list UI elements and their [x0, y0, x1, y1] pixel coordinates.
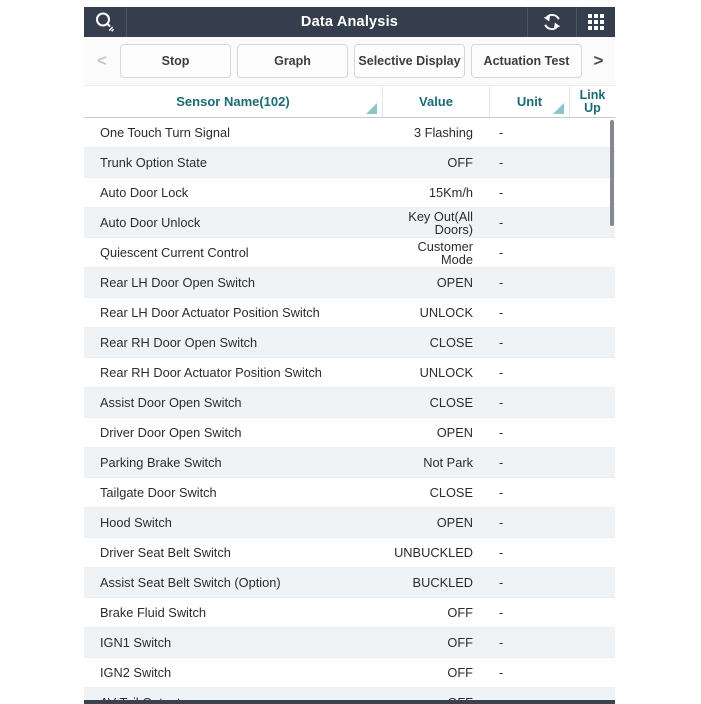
table-row[interactable] — [84, 148, 615, 178]
row-unit — [490, 268, 570, 297]
row-value — [383, 568, 490, 597]
row-value — [383, 508, 490, 537]
table-row[interactable] — [84, 538, 615, 568]
row-unit — [490, 508, 570, 537]
data-analysis-app — [84, 7, 615, 704]
table-row[interactable] — [84, 238, 615, 268]
toolbar-next-icon[interactable]: > — [593, 51, 604, 70]
row-name — [84, 148, 383, 177]
refresh-button[interactable] — [527, 7, 576, 37]
row-unit — [490, 358, 570, 387]
row-unit-text: - — [499, 365, 504, 380]
row-unit — [490, 658, 570, 687]
table-row[interactable] — [84, 658, 615, 688]
row-value — [383, 538, 490, 567]
row-name — [84, 478, 383, 507]
column-label: Unit — [516, 94, 543, 109]
row-value-text: OFF — [447, 665, 473, 680]
row-value — [383, 208, 490, 237]
row-value — [383, 418, 490, 447]
row-unit — [490, 298, 570, 327]
row-name-text: One Touch Turn Signal — [100, 125, 230, 140]
row-unit-text: - — [499, 605, 504, 620]
row-unit-text: - — [499, 395, 504, 410]
column-header-sensor-name[interactable] — [84, 86, 383, 117]
row-value-text: BUCKLED — [412, 575, 473, 590]
row-name-text: Auto Door Lock — [100, 185, 189, 200]
row-name-text: Rear RH Door Open Switch — [100, 335, 258, 350]
row-value — [383, 448, 490, 477]
row-name — [84, 178, 383, 207]
row-name — [84, 268, 383, 297]
app-header — [84, 7, 615, 37]
row-link-up — [570, 178, 615, 207]
row-name — [84, 448, 383, 477]
table-row[interactable] — [84, 508, 615, 538]
row-name — [84, 208, 383, 237]
appbar-actions — [527, 7, 615, 37]
bottom-bar — [84, 700, 615, 704]
row-unit-text: - — [499, 485, 504, 500]
row-link-up — [570, 448, 615, 477]
row-link-up — [570, 328, 615, 357]
row-unit-text: - — [499, 665, 504, 680]
row-link-up — [570, 148, 615, 177]
row-value — [383, 238, 490, 267]
row-name — [84, 118, 383, 147]
row-value-text: Key Out(All Doors) — [408, 208, 473, 237]
row-value-text: OFF — [447, 155, 473, 170]
row-value-text: CLOSE — [429, 335, 473, 350]
stop-button[interactable]: Stop — [120, 44, 231, 78]
row-unit — [490, 178, 570, 207]
row-value-text: UNLOCK — [419, 365, 473, 380]
row-value — [383, 478, 490, 507]
actuation-test-button[interactable]: Actuation Test — [471, 44, 582, 78]
toolbar — [84, 37, 615, 86]
table-row[interactable] — [84, 208, 615, 238]
page-title: Data Analysis — [300, 14, 399, 30]
row-value-text: CLOSE — [429, 395, 473, 410]
column-label: Value — [419, 94, 453, 109]
row-link-up — [570, 568, 615, 597]
row-name-text: Brake Fluid Switch — [100, 605, 206, 620]
table-row[interactable] — [84, 448, 615, 478]
row-unit-text: - — [499, 185, 504, 200]
table-row[interactable] — [84, 118, 615, 148]
row-value-text: 15Km/h — [428, 185, 473, 200]
row-value — [383, 118, 490, 147]
row-name-text: IGN2 Switch — [100, 665, 172, 680]
row-value — [383, 388, 490, 417]
row-unit-text: - — [499, 155, 504, 170]
row-unit-text: - — [499, 335, 504, 350]
row-link-up — [570, 358, 615, 387]
row-name-text: Rear RH Door Actuator Position Switch — [100, 365, 322, 380]
row-unit-text: - — [499, 635, 504, 650]
row-unit-text: - — [499, 455, 504, 470]
row-value-text: CLOSE — [429, 485, 473, 500]
row-link-up — [570, 658, 615, 687]
row-name — [84, 418, 383, 447]
toolbar-prev-icon[interactable]: < — [97, 51, 107, 70]
graph-button[interactable]: Graph — [237, 44, 348, 78]
row-name — [84, 538, 383, 567]
row-value — [383, 148, 490, 177]
sensor-table-body — [84, 118, 615, 704]
table-row[interactable] — [84, 358, 615, 388]
row-link-up — [570, 118, 615, 147]
row-name-text: Rear LH Door Actuator Position Switch — [100, 305, 320, 320]
table-row[interactable] — [84, 418, 615, 448]
sort-icon — [553, 103, 564, 114]
row-unit-text: - — [499, 305, 504, 320]
row-name-text: Assist Seat Belt Switch (Option) — [100, 575, 281, 590]
row-link-up — [570, 538, 615, 567]
row-unit — [490, 628, 570, 657]
column-header-link-up[interactable] — [570, 86, 615, 117]
row-name-text: Rear LH Door Open Switch — [100, 275, 256, 290]
row-name-text: Quiescent Current Control — [100, 245, 249, 260]
row-value — [383, 298, 490, 327]
row-link-up — [570, 508, 615, 537]
row-value — [383, 658, 490, 687]
row-unit — [490, 118, 570, 147]
table-row[interactable] — [84, 628, 615, 658]
row-value-text: OPEN — [436, 425, 473, 440]
selective-display-button[interactable]: Selective Display — [354, 44, 465, 78]
row-unit — [490, 148, 570, 177]
row-name-text: Driver Seat Belt Switch — [100, 545, 231, 560]
row-value-text: UNBUCKLED — [394, 545, 473, 560]
row-value-text: 3 Flashing — [413, 125, 473, 140]
table-row[interactable] — [84, 478, 615, 508]
row-name — [84, 358, 383, 387]
row-name — [84, 238, 383, 267]
row-unit — [490, 538, 570, 567]
column-label: Sensor Name(102) — [176, 94, 290, 109]
apps-grid-button[interactable] — [576, 7, 615, 37]
row-name-text: Auto Door Unlock — [100, 215, 201, 230]
row-value-text: OFF — [447, 605, 473, 620]
row-unit — [490, 418, 570, 447]
row-value — [383, 358, 490, 387]
row-unit-text: - — [499, 245, 504, 260]
row-unit — [490, 208, 570, 237]
row-unit — [490, 388, 570, 417]
row-unit — [490, 478, 570, 507]
row-name-text: IGN1 Switch — [100, 635, 172, 650]
row-name-text: Tailgate Door Switch — [100, 485, 217, 500]
row-value-text: OPEN — [436, 515, 473, 530]
row-link-up — [570, 598, 615, 627]
table-row[interactable] — [84, 298, 615, 328]
row-name-text: Parking Brake Switch — [100, 455, 222, 470]
row-name — [84, 298, 383, 327]
row-name — [84, 508, 383, 537]
scrollbar-thumb[interactable] — [610, 120, 614, 226]
row-unit-text: - — [499, 545, 504, 560]
row-unit — [490, 448, 570, 477]
row-link-up — [570, 298, 615, 327]
row-value — [383, 598, 490, 627]
row-link-up — [570, 238, 615, 267]
sort-icon — [366, 103, 377, 114]
row-name — [84, 328, 383, 357]
column-label: Link Up — [579, 87, 606, 115]
search-button[interactable] — [84, 7, 127, 37]
row-unit-text: - — [499, 275, 504, 290]
table-row[interactable] — [84, 598, 615, 628]
row-value-text: Not Park — [423, 455, 473, 470]
row-name-text: Hood Switch — [100, 515, 172, 530]
row-name — [84, 598, 383, 627]
table-row[interactable] — [84, 268, 615, 298]
row-name — [84, 658, 383, 687]
row-link-up — [570, 478, 615, 507]
table-row[interactable] — [84, 568, 615, 598]
row-unit-text: - — [499, 125, 504, 140]
row-value-text: OFF — [447, 635, 473, 650]
table-header — [84, 86, 615, 118]
row-name-text: Assist Door Open Switch — [100, 395, 242, 410]
row-value — [383, 178, 490, 207]
table-row[interactable] — [84, 328, 615, 358]
row-value-text: Customer Mode — [417, 238, 473, 267]
table-row[interactable] — [84, 388, 615, 418]
row-unit-text: - — [499, 215, 504, 230]
row-name — [84, 568, 383, 597]
table-row[interactable] — [84, 178, 615, 208]
row-name — [84, 628, 383, 657]
row-link-up — [570, 418, 615, 447]
row-value — [383, 628, 490, 657]
grid-icon — [588, 14, 604, 30]
row-unit-text: - — [499, 425, 504, 440]
row-unit — [490, 238, 570, 267]
row-unit — [490, 568, 570, 597]
column-header-unit[interactable] — [490, 86, 570, 117]
row-name-text: Trunk Option State — [100, 155, 207, 170]
row-value-text: UNLOCK — [419, 305, 473, 320]
search-icon — [92, 10, 118, 34]
row-unit — [490, 328, 570, 357]
row-link-up — [570, 208, 615, 237]
refresh-icon — [542, 12, 562, 32]
column-header-value[interactable] — [383, 86, 490, 117]
row-value — [383, 268, 490, 297]
row-name-text: Driver Door Open Switch — [100, 425, 242, 440]
row-unit — [490, 598, 570, 627]
row-name — [84, 388, 383, 417]
row-value-text: OPEN — [436, 275, 473, 290]
row-link-up — [570, 628, 615, 657]
row-unit-text: - — [499, 515, 504, 530]
row-link-up — [570, 268, 615, 297]
row-value — [383, 328, 490, 357]
row-link-up — [570, 388, 615, 417]
row-unit-text: - — [499, 575, 504, 590]
